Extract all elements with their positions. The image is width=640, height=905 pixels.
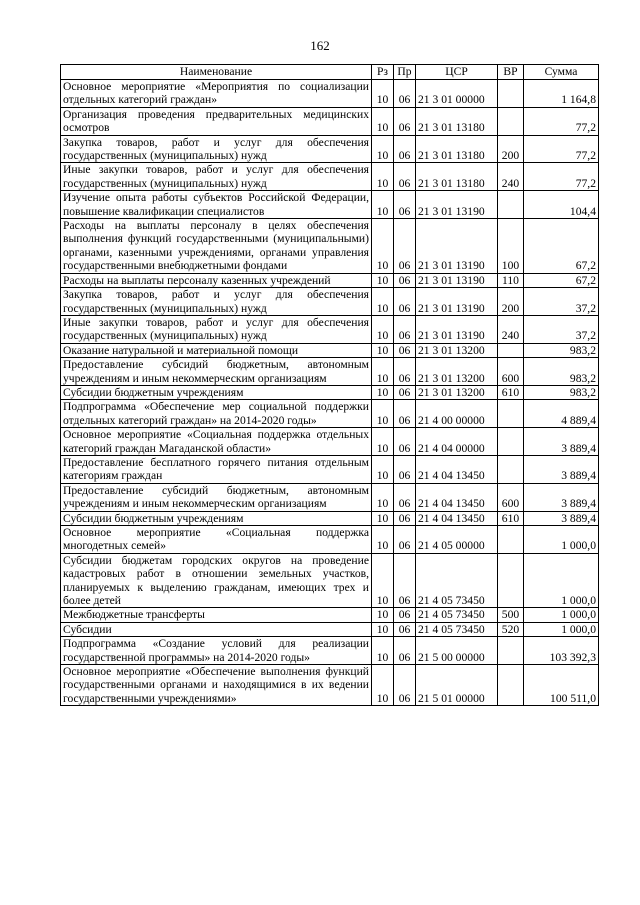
cell-rz: 10 — [372, 428, 394, 456]
cell-pr: 06 — [394, 191, 416, 219]
cell-csr: 21 4 05 73450 — [416, 608, 498, 622]
cell-name: Субсидии бюджетным учреждениям — [61, 385, 372, 399]
cell-sum: 4 889,4 — [524, 400, 599, 428]
cell-csr: 21 3 01 13180 — [416, 135, 498, 163]
cell-pr: 06 — [394, 665, 416, 706]
cell-sum: 77,2 — [524, 135, 599, 163]
cell-sum: 3 889,4 — [524, 428, 599, 456]
cell-csr: 21 3 01 00000 — [416, 80, 498, 108]
cell-csr: 21 4 04 00000 — [416, 428, 498, 456]
cell-pr: 06 — [394, 343, 416, 357]
cell-rz: 10 — [372, 385, 394, 399]
table-row — [61, 665, 599, 706]
cell-csr: 21 3 01 13200 — [416, 343, 498, 357]
cell-vr: 500 — [498, 608, 524, 622]
cell-rz: 10 — [372, 219, 394, 274]
cell-csr: 21 3 01 13190 — [416, 273, 498, 287]
cell-csr: 21 3 01 13180 — [416, 163, 498, 191]
cell-name: Межбюджетные трансферты — [61, 608, 372, 622]
cell-rz: 10 — [372, 288, 394, 316]
table-row — [61, 400, 599, 428]
cell-name: Подпрограмма «Обеспечение мер социальной поддержки отдельных категорий граждан» на 2014-2020 годы» — [61, 400, 372, 428]
cell-vr — [498, 553, 524, 608]
header-pr: Пр — [394, 65, 416, 80]
cell-sum: 1 000,0 — [524, 622, 599, 636]
cell-name: Субсидии — [61, 622, 372, 636]
cell-vr: 100 — [498, 219, 524, 274]
cell-sum: 3 889,4 — [524, 455, 599, 483]
cell-name: Организация проведения предварительных медицинских осмотров — [61, 107, 372, 135]
cell-pr: 06 — [394, 553, 416, 608]
cell-vr: 110 — [498, 273, 524, 287]
table-row — [61, 428, 599, 456]
budget-table — [60, 64, 599, 706]
cell-vr — [498, 455, 524, 483]
cell-name: Иные закупки товаров, работ и услуг для обеспечения государственных (муниципальных) нужд — [61, 315, 372, 343]
cell-name: Расходы на выплаты персоналу казенных учреждений — [61, 273, 372, 287]
cell-sum: 103 392,3 — [524, 637, 599, 665]
cell-name: Изучение опыта работы субъектов Российской Федерации, повышение квалификации специалистов — [61, 191, 372, 219]
cell-vr — [498, 80, 524, 108]
cell-rz: 10 — [372, 553, 394, 608]
cell-csr: 21 5 00 00000 — [416, 637, 498, 665]
table-row — [61, 135, 599, 163]
cell-vr — [498, 665, 524, 706]
cell-sum: 67,2 — [524, 219, 599, 274]
cell-name: Оказание натуральной и материальной помощи — [61, 343, 372, 357]
cell-rz: 10 — [372, 622, 394, 636]
cell-name: Предоставление субсидий бюджетным, автономным учреждениям и иным некоммерческим организациям — [61, 483, 372, 511]
cell-csr: 21 3 01 13200 — [416, 385, 498, 399]
cell-name: Расходы на выплаты персоналу в целях обеспечения выполнения функций государственными (муниципальными) органами, казенными учреждениями, органами управления государственными внебюджетными фондами — [61, 219, 372, 274]
cell-vr: 240 — [498, 315, 524, 343]
table-row — [61, 455, 599, 483]
table-row — [61, 191, 599, 219]
cell-pr: 06 — [394, 315, 416, 343]
cell-rz: 10 — [372, 526, 394, 554]
table-row — [61, 358, 599, 386]
table-row — [61, 219, 599, 274]
cell-name: Основное мероприятие «Социальная поддержка отдельных категорий граждан Магаданской области» — [61, 428, 372, 456]
cell-rz: 10 — [372, 135, 394, 163]
cell-vr — [498, 400, 524, 428]
cell-pr: 06 — [394, 455, 416, 483]
table-body — [61, 80, 599, 706]
cell-vr: 610 — [498, 511, 524, 525]
cell-csr: 21 4 04 13450 — [416, 483, 498, 511]
table-row — [61, 315, 599, 343]
cell-pr: 06 — [394, 637, 416, 665]
cell-pr: 06 — [394, 219, 416, 274]
cell-vr: 200 — [498, 135, 524, 163]
cell-rz: 10 — [372, 80, 394, 108]
table-row — [61, 483, 599, 511]
cell-sum: 100 511,0 — [524, 665, 599, 706]
cell-pr: 06 — [394, 135, 416, 163]
cell-vr: 200 — [498, 288, 524, 316]
cell-sum: 1 164,8 — [524, 80, 599, 108]
table-row — [61, 511, 599, 525]
cell-name: Предоставление субсидий бюджетным, автономным учреждениям и иным некоммерческим организациям — [61, 358, 372, 386]
cell-sum: 37,2 — [524, 315, 599, 343]
cell-vr: 600 — [498, 483, 524, 511]
cell-name: Предоставление бесплатного горячего питания отдельным категориям граждан — [61, 455, 372, 483]
cell-pr: 06 — [394, 526, 416, 554]
cell-sum: 983,2 — [524, 343, 599, 357]
cell-csr: 21 3 01 13190 — [416, 315, 498, 343]
cell-sum: 77,2 — [524, 163, 599, 191]
table-row — [61, 637, 599, 665]
cell-sum: 1 000,0 — [524, 526, 599, 554]
header-row — [61, 65, 599, 80]
table-row — [61, 107, 599, 135]
cell-sum: 3 889,4 — [524, 483, 599, 511]
table-row — [61, 343, 599, 357]
cell-pr: 06 — [394, 622, 416, 636]
table-row — [61, 622, 599, 636]
cell-pr: 06 — [394, 358, 416, 386]
header-vr: ВР — [498, 65, 524, 80]
cell-rz: 10 — [372, 483, 394, 511]
cell-rz: 10 — [372, 273, 394, 287]
cell-rz: 10 — [372, 358, 394, 386]
cell-vr: 610 — [498, 385, 524, 399]
cell-sum: 104,4 — [524, 191, 599, 219]
header-csr: ЦСР — [416, 65, 498, 80]
cell-sum: 3 889,4 — [524, 511, 599, 525]
cell-csr: 21 4 00 00000 — [416, 400, 498, 428]
cell-csr: 21 3 01 13190 — [416, 288, 498, 316]
cell-name: Иные закупки товаров, работ и услуг для обеспечения государственных (муниципальных) нужд — [61, 163, 372, 191]
cell-rz: 10 — [372, 315, 394, 343]
table-row — [61, 273, 599, 287]
cell-pr: 06 — [394, 483, 416, 511]
table-row — [61, 526, 599, 554]
table-row — [61, 288, 599, 316]
cell-rz: 10 — [372, 455, 394, 483]
cell-name: Основное мероприятие «Мероприятия по социализации отдельных категорий граждан» — [61, 80, 372, 108]
cell-pr: 06 — [394, 608, 416, 622]
cell-rz: 10 — [372, 107, 394, 135]
cell-pr: 06 — [394, 511, 416, 525]
cell-csr: 21 4 04 13450 — [416, 455, 498, 483]
header-sum: Сумма — [524, 65, 599, 80]
cell-rz: 10 — [372, 511, 394, 525]
cell-sum: 37,2 — [524, 288, 599, 316]
cell-csr: 21 4 04 13450 — [416, 511, 498, 525]
cell-name: Основное мероприятие «Социальная поддержка многодетных семей» — [61, 526, 372, 554]
cell-csr: 21 4 05 73450 — [416, 622, 498, 636]
cell-rz: 10 — [372, 637, 394, 665]
cell-name: Закупка товаров, работ и услуг для обеспечения государственных (муниципальных) нужд — [61, 288, 372, 316]
cell-csr: 21 5 01 00000 — [416, 665, 498, 706]
cell-vr: 240 — [498, 163, 524, 191]
header-name: Наименование — [61, 65, 372, 80]
page-number: 162 — [310, 38, 330, 53]
cell-name: Субсидии бюджетам городских округов на проведение кадастровых работ в отношении земельных участков, планируемых к выделению гражданам, имеющих трех и более детей — [61, 553, 372, 608]
table-row — [61, 553, 599, 608]
cell-rz: 10 — [372, 343, 394, 357]
table-row — [61, 385, 599, 399]
cell-name: Основное мероприятие «Обеспечение выполнения функций государственными органами и находящимися в их ведении государственными учреждениями» — [61, 665, 372, 706]
header-rz: Рз — [372, 65, 394, 80]
cell-pr: 06 — [394, 163, 416, 191]
cell-vr — [498, 637, 524, 665]
cell-vr — [498, 428, 524, 456]
cell-csr: 21 3 01 13190 — [416, 191, 498, 219]
cell-pr: 06 — [394, 288, 416, 316]
cell-pr: 06 — [394, 80, 416, 108]
cell-vr — [498, 526, 524, 554]
cell-name: Субсидии бюджетным учреждениям — [61, 511, 372, 525]
table-row — [61, 163, 599, 191]
table-row — [61, 80, 599, 108]
cell-sum: 983,2 — [524, 385, 599, 399]
cell-rz: 10 — [372, 665, 394, 706]
cell-pr: 06 — [394, 385, 416, 399]
cell-sum: 1 000,0 — [524, 553, 599, 608]
cell-csr: 21 3 01 13190 — [416, 219, 498, 274]
cell-rz: 10 — [372, 163, 394, 191]
cell-pr: 06 — [394, 428, 416, 456]
cell-csr: 21 4 05 00000 — [416, 526, 498, 554]
cell-csr: 21 4 05 73450 — [416, 553, 498, 608]
cell-rz: 10 — [372, 608, 394, 622]
cell-vr: 600 — [498, 358, 524, 386]
cell-vr: 520 — [498, 622, 524, 636]
table-row — [61, 608, 599, 622]
cell-vr — [498, 191, 524, 219]
cell-name: Подпрограмма «Создание условий для реализации государственной программы» на 2014-2020 годы» — [61, 637, 372, 665]
cell-sum: 77,2 — [524, 107, 599, 135]
cell-pr: 06 — [394, 107, 416, 135]
cell-sum: 1 000,0 — [524, 608, 599, 622]
cell-sum: 67,2 — [524, 273, 599, 287]
cell-vr — [498, 343, 524, 357]
cell-pr: 06 — [394, 273, 416, 287]
cell-name: Закупка товаров, работ и услуг для обеспечения государственных (муниципальных) нужд — [61, 135, 372, 163]
cell-sum: 983,2 — [524, 358, 599, 386]
cell-csr: 21 3 01 13200 — [416, 358, 498, 386]
cell-csr: 21 3 01 13180 — [416, 107, 498, 135]
cell-rz: 10 — [372, 191, 394, 219]
cell-pr: 06 — [394, 400, 416, 428]
cell-vr — [498, 107, 524, 135]
cell-rz: 10 — [372, 400, 394, 428]
